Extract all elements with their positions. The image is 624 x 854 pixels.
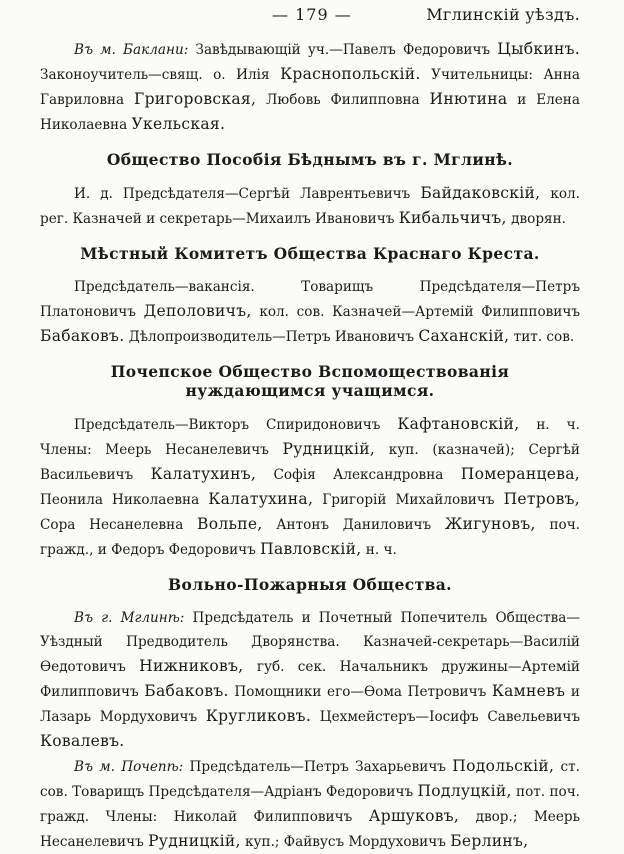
person-surname: Кругликовъ. [205, 707, 312, 725]
person-surname: Рудницкій, [148, 832, 241, 850]
section-paragraph [40, 412, 580, 562]
text-run: пот. поч. гражд. Члены: Николай Филипповичъ [40, 784, 580, 825]
text-run: Завѣдывающій уч.—Павелъ Федоровичъ [188, 42, 498, 58]
text-run: Предсѣдатель и Почетный Попечитель Общества—Уѣздный Предводитель Дворянства. Казначей-секретарь—Василій Ѳедотовичъ [40, 610, 580, 675]
text-run: поч. гражд., и Федоръ Федоровичъ [40, 517, 580, 558]
text-run: Пеонила Николаевна [40, 492, 209, 508]
section-paragraph [40, 754, 580, 854]
person-surname: Павловскій, [260, 540, 362, 558]
spacer [40, 28, 580, 37]
text-run: кол. сов. Казначей—Артемій Филипповичъ [251, 304, 580, 320]
section-fire-societies [40, 575, 580, 854]
text-run: Григорій Михайловичъ [313, 492, 504, 508]
spacer [40, 137, 580, 150]
person-surname: Нижниковъ, [139, 657, 244, 675]
running-title: Мглинскій уѣздъ. [426, 5, 580, 24]
person-surname: Аршуковъ, [368, 807, 460, 825]
person-surname: Кибальчичъ, [398, 209, 507, 227]
page-header [40, 2, 580, 28]
person-surname: Байдаковскій, [420, 184, 541, 202]
person-surname: Петровъ, [503, 490, 580, 508]
person-surname: Бабаковъ. [144, 682, 229, 700]
person-surname: Калатухинъ, [150, 465, 257, 483]
person-surname: Вольпе, [197, 515, 263, 533]
person-surname: Берлинъ, [450, 832, 529, 850]
page-number: — 179 — [272, 5, 352, 24]
text-run: кол. рег. Казначей и секретарь—Михаилъ Ивановичъ [40, 186, 580, 227]
section-heading: Общество Пособія Бѣднымъ въ г. Мглинѣ. [106, 150, 514, 169]
section-heading: Мѣстный Комитетъ Общества Краснаго Креста. [80, 244, 540, 263]
person-surname: Рудницкій, [282, 440, 376, 458]
person-surname: Жигуновъ, [444, 515, 536, 533]
person-surname: Укельская. [131, 115, 226, 133]
person-surname: Подлуцкій, [417, 782, 512, 800]
text-run: Антонъ Даниловичъ [262, 517, 445, 533]
text-run: ст. сов. Товарищъ Предсѣдателя—Адріанъ Федоровичъ [40, 759, 580, 800]
section-pochep-students [40, 362, 580, 562]
person-surname: Инютина [429, 90, 508, 108]
text-run: Учительницы: Анна Гавриловна [40, 67, 580, 108]
place-label: Въ м. Баклани: [74, 42, 189, 58]
text-run: н. ч. Члены: Меерь Несанелевичъ [40, 417, 580, 458]
text-run: Законоучитель—свящ. о. Илія [40, 67, 281, 83]
text-run: Любовь Филипповна [256, 92, 430, 108]
spacer [40, 349, 580, 362]
text-run: и Елена Николаевна [40, 92, 580, 133]
person-surname: Бабаковъ. [40, 327, 125, 345]
text-run: Предсѣдатель—вакансія. Товарищъ Предсѣдателя—Петръ Платоновичъ [40, 279, 580, 320]
person-surname: Камневъ [491, 682, 566, 700]
text-run: куп.; Файвусъ Мордуховичъ [240, 834, 451, 850]
place-label: Въ г. Мглинѣ: [74, 610, 185, 626]
person-surname: Подольскій, [452, 757, 555, 775]
person-surname: Ковалевъ. [40, 732, 125, 750]
person-surname: Померанцева, [460, 465, 580, 483]
text-run: Предсѣдатель—Петръ Захарьевичъ [183, 759, 453, 775]
person-surname: Кафтановскій, [397, 415, 520, 433]
text-run: тит. сов. [509, 329, 575, 345]
section-heading: Вольно-Пожарныя Общества. [168, 575, 452, 594]
person-surname: Григоровская, [134, 90, 257, 108]
spacer [40, 231, 580, 244]
text-run: н. ч. [361, 542, 397, 558]
text-run: губ. сек. Начальникъ дружины—Артемій Филипповичъ [40, 659, 580, 700]
person-surname: Калатухина, [208, 490, 314, 508]
person-surname: Деполовичъ, [143, 302, 252, 320]
spacer [40, 562, 580, 575]
text-run: Предсѣдатель—Викторъ Спиридоновичъ [74, 417, 398, 433]
section-baklani [40, 37, 580, 137]
text-run: Помощники его—Ѳома Петровичъ [228, 684, 492, 700]
text-run: куп. (казначей); Сергѣй Васильевичъ [40, 442, 580, 483]
text-run: Цехмейстеръ—Іосифъ Савельевичъ [311, 709, 580, 725]
section-paragraph [40, 606, 580, 754]
person-surname: Краснопольскій. [280, 65, 421, 83]
text-run: И. д. Предсѣдателя—Сергѣй Лаврентьевичъ [74, 186, 421, 202]
section-paragraph [40, 181, 580, 231]
place-label: Въ м. Почепѣ: [74, 759, 184, 775]
text-run: дворян. [506, 211, 566, 227]
person-surname: Саханскій, [418, 327, 510, 345]
text-run: Софія Александровна [256, 467, 461, 483]
section-paragraph [40, 37, 580, 137]
section-heading: Почепское Общество Вспомоществованія нуждающимся учащимся. [110, 362, 510, 400]
text-run: Сора Несанелевна [40, 517, 198, 533]
section-red-cross [40, 244, 580, 349]
person-surname: Цыбкинъ. [497, 40, 581, 58]
section-poor-relief [40, 150, 580, 231]
text-run: Дѣлопроизводитель—Петръ Ивановичъ [124, 329, 419, 345]
text-run: и Лазарь Мордуховичъ [40, 684, 580, 725]
text-run: двор.; Меерь Несанелевичъ [40, 809, 580, 850]
section-paragraph [40, 275, 580, 349]
